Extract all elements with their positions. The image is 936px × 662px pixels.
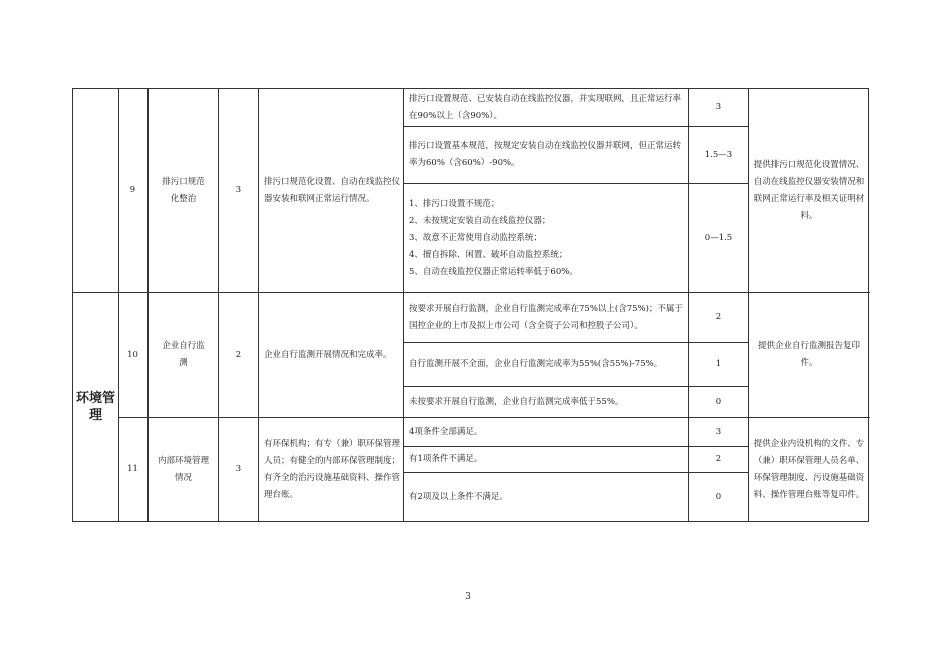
item-content: 有环保机构；有专（兼）职环保管理人员；有健全的内部环保管理制度；有齐全的治污设施基础资料、操作管理台账。: [264, 438, 401, 500]
item-content: 排污口规范化设置、自动在线监控仪器安装和联网正常运行情况。: [264, 176, 401, 204]
criterion-text: 有1项条件不满足。: [409, 454, 483, 464]
criterion-text: 自行监测开展不全面，企业自行监测完成率为55%(含55%)-75%。: [409, 359, 663, 369]
item-score: 3: [235, 185, 242, 195]
item-name: 排污口规范化整治: [162, 176, 205, 204]
evidence-text: 提供企业自行监测报告复印件。: [757, 341, 860, 368]
criterion-text: 有2项及以上条件不满足。: [409, 491, 508, 502]
criterion-points: 2: [715, 312, 722, 322]
row-number: 11: [127, 464, 138, 474]
criterion-text: 4项条件全部满足。: [409, 426, 483, 437]
criterion-points: 3: [715, 426, 722, 437]
page-number: 3: [465, 592, 471, 602]
evaluation-table: [72, 88, 869, 522]
criterion-text: 按要求开展自行监测，企业自行监测完成率在75%以上(含75%)；不属于国控企业的上市及拟上市公司（含全资子公司和控股子公司）。: [409, 303, 683, 331]
evidence-text: 提供企业内设机构的文件、专（兼）职环保管理人员名单、环保管理制度、污设施基础资料、操作管理台账等复印件。: [753, 438, 865, 500]
criterion-points: 0: [715, 396, 722, 407]
criterion-text: 1、排污口设置不规范； 2、未按规定安装自动在线监控仪器； 3、故意不正常使用自动监控系统； 4、擅自拆除、闲置、破坏自动监控系统； 5、自动在线监控仪器正常运转率低于60%。: [409, 198, 578, 277]
criterion-points: 1: [715, 359, 722, 369]
item-name: 内部环境管理情况: [157, 455, 209, 483]
criterion-points: 0: [715, 491, 722, 502]
category-label: 环境管理: [75, 391, 115, 423]
evidence-text: 提供排污口规范化设置情况、自动在线监控仪器安装情况和联网正常运行率及相关证明材料。: [753, 159, 865, 221]
item-score: 2: [235, 349, 242, 360]
criterion-text: 排污口设置规范、已安装自动在线监控仪器，并实现联网，且正常运行率在90%以上（含90%）。: [409, 93, 682, 121]
row-number: 9: [129, 185, 136, 195]
criterion-points: 2: [715, 454, 722, 464]
criterion-text: 未按要求开展自行监测，企业自行监测完成率低于55%。: [409, 396, 624, 407]
row-number: 10: [127, 349, 138, 360]
item-score: 3: [235, 464, 242, 474]
item-name: 企业自行监测: [162, 341, 205, 368]
item-content: 企业自行监测开展情况和完成率。: [264, 349, 392, 360]
criterion-points: 3: [715, 102, 722, 112]
criterion-text: 排污口设置基本规范，按规定安装自动在线监控仪器并联网，但正常运转率为60%（含60%）-90%。: [409, 141, 682, 168]
criterion-points: 1.5—3: [704, 149, 733, 160]
criterion-points: 0—1.5: [704, 232, 733, 243]
